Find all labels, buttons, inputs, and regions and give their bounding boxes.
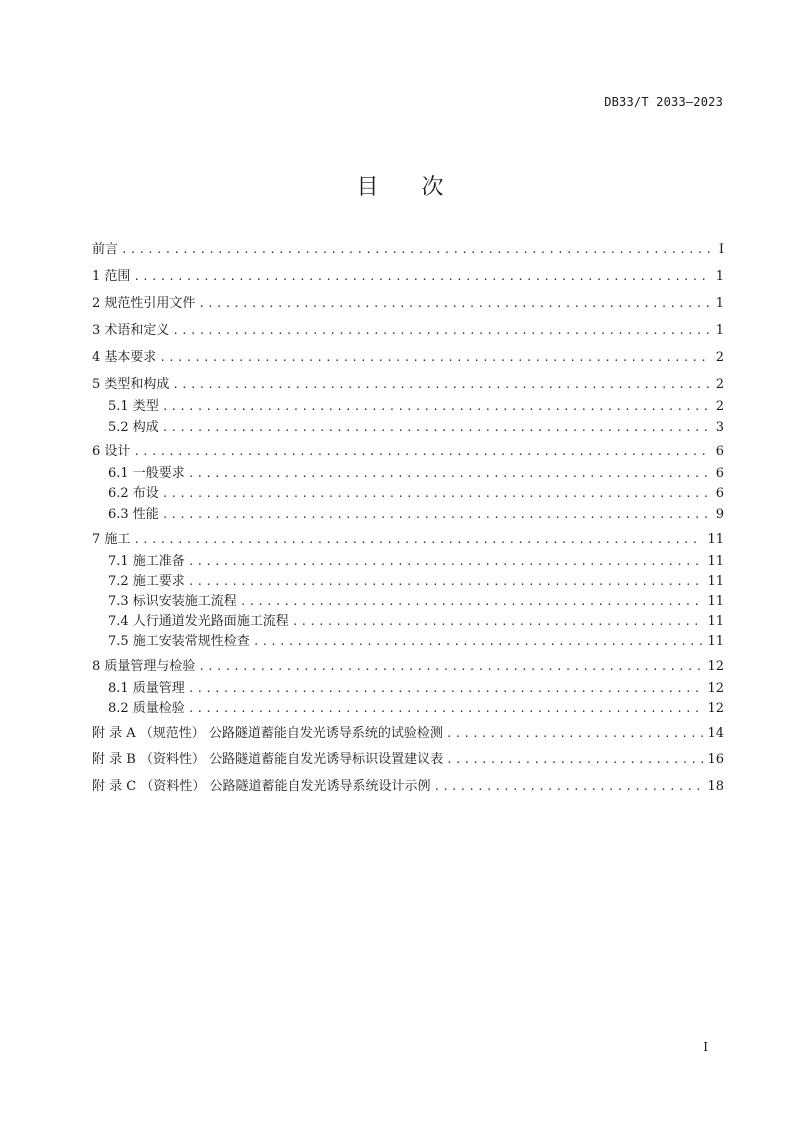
toc-entry-page: 12 (707, 701, 724, 716)
toc-dot-leader (162, 505, 710, 525)
toc-entry[interactable] (92, 442, 724, 462)
toc-entry-page: 12 (707, 659, 724, 674)
footer-page-number: I (703, 1040, 708, 1054)
toc-entry[interactable] (108, 464, 724, 484)
toc-entry-label: 附 录 A （规范性） 公路隧道蓄能自发光诱导系统的试验检测 (92, 726, 443, 741)
toc-entry-label: 4 基本要求 (92, 350, 157, 365)
toc-entry-page: 6 (715, 466, 724, 481)
toc-entry[interactable] (92, 777, 724, 797)
toc-entry-label: 附 录 B （资料性） 公路隧道蓄能自发光诱导标识设置建议表 (92, 752, 444, 767)
toc-entry-page: 1 (715, 296, 724, 311)
toc-entry-label: 7.4 人行通道发光路面施工流程 (108, 614, 289, 629)
toc-dot-leader (188, 699, 704, 719)
toc-entry-page: 11 (707, 554, 724, 569)
toc-entry-label: 8.1 质量管理 (108, 681, 185, 696)
toc-entry-page: 2 (715, 399, 724, 414)
toc-entry[interactable] (108, 572, 724, 592)
toc-entry-page: 6 (715, 444, 724, 459)
toc-entry[interactable] (92, 321, 724, 341)
toc-entry-label: 5.1 类型 (108, 399, 159, 414)
toc-entry-page: 11 (707, 532, 724, 547)
toc-entry[interactable] (92, 750, 724, 770)
toc-dot-leader (198, 657, 703, 677)
toc-entry-label: 前言 (92, 242, 119, 257)
toc-dot-leader (133, 530, 703, 550)
toc-entry-label: 5 类型和构成 (92, 377, 170, 392)
toc-dot-leader (172, 375, 710, 395)
toc-dot-leader (433, 777, 703, 797)
toc-entry-page: 11 (707, 594, 724, 609)
toc-dot-leader (253, 632, 704, 652)
toc-entry-label: 7.2 施工要求 (108, 574, 185, 589)
toc-entry[interactable] (108, 552, 724, 572)
toc-entry-page: I (718, 242, 724, 257)
toc-entry[interactable] (92, 657, 724, 677)
toc-dot-leader (446, 724, 704, 744)
toc-entry[interactable] (108, 505, 724, 525)
toc-entry-label: 8.2 质量检验 (108, 701, 185, 716)
toc-entry[interactable] (108, 484, 724, 504)
toc-entry[interactable] (92, 240, 724, 260)
toc-entry-page: 3 (715, 420, 724, 435)
toc-entry-label: 5.2 构成 (108, 420, 159, 435)
toc-entry-page: 6 (715, 486, 724, 501)
toc-dot-leader (188, 464, 710, 484)
toc-entry-label: 2 规范性引用文件 (92, 296, 196, 311)
toc-entry-page: 1 (715, 323, 724, 338)
toc-dot-leader (162, 397, 710, 417)
toc-dot-leader (240, 592, 704, 612)
toc-entry-label: 6.1 一般要求 (108, 466, 185, 481)
toc-entry-label: 7.1 施工准备 (108, 554, 185, 569)
toc-entry-page: 11 (707, 574, 724, 589)
toc-entry-label: 7 施工 (92, 532, 131, 547)
toc-entry[interactable] (108, 699, 724, 719)
toc-entry[interactable] (92, 294, 724, 314)
page-title: 目 次 (356, 175, 462, 200)
toc-entry[interactable] (92, 267, 724, 287)
toc-dot-leader (188, 679, 704, 699)
toc-dot-leader (172, 321, 710, 341)
toc-entry-page: 2 (715, 377, 724, 392)
toc-entry[interactable] (92, 348, 724, 368)
toc-entry[interactable] (92, 530, 724, 550)
toc-dot-leader (446, 750, 703, 770)
toc-dot-leader (133, 442, 710, 462)
toc-dot-leader (292, 612, 704, 632)
toc-dot-leader (188, 552, 704, 572)
toc-entry-label: 1 范围 (92, 269, 131, 284)
toc-entry[interactable] (92, 724, 724, 744)
toc-dot-leader (188, 572, 704, 592)
toc-entry-label: 8 质量管理与检验 (92, 659, 196, 674)
toc-entry-label: 6.2 布设 (108, 486, 159, 501)
toc-dot-leader (159, 348, 710, 368)
toc-entry[interactable] (108, 592, 724, 612)
toc-entry[interactable] (108, 679, 724, 699)
toc-entry-label: 7.3 标识安装施工流程 (108, 594, 237, 609)
toc-entry-page: 16 (707, 752, 724, 767)
document-code: DB33/T 2033—2023 (604, 95, 723, 109)
toc-entry[interactable] (92, 375, 724, 395)
toc-entry-page: 9 (715, 507, 724, 522)
toc-entry-label: 3 术语和定义 (92, 323, 170, 338)
toc-dot-leader (198, 294, 710, 314)
toc-dot-leader (162, 484, 710, 504)
toc-entry-label: 6 设计 (92, 444, 131, 459)
toc-entry-label: 7.5 施工安装常规性检查 (108, 634, 250, 649)
toc-entry-page: 12 (707, 681, 724, 696)
toc-entry-label: 6.3 性能 (108, 507, 159, 522)
toc-dot-leader (133, 267, 710, 287)
toc-entry-page: 2 (715, 350, 724, 365)
toc-entry[interactable] (108, 632, 724, 652)
toc-entry-label: 附 录 C （资料性） 公路隧道蓄能自发光诱导系统设计示例 (92, 779, 431, 794)
toc-dot-leader (121, 240, 710, 260)
toc-entry[interactable] (108, 612, 724, 632)
toc-entry[interactable] (108, 418, 724, 438)
toc-entry-page: 14 (707, 726, 724, 741)
toc-entry-page: 1 (715, 269, 724, 284)
toc-entry-page: 11 (707, 634, 724, 649)
toc-entry-page: 18 (707, 779, 724, 794)
toc-entry-page: 11 (707, 614, 724, 629)
toc-entry[interactable] (108, 397, 724, 417)
toc-dot-leader (162, 418, 710, 438)
